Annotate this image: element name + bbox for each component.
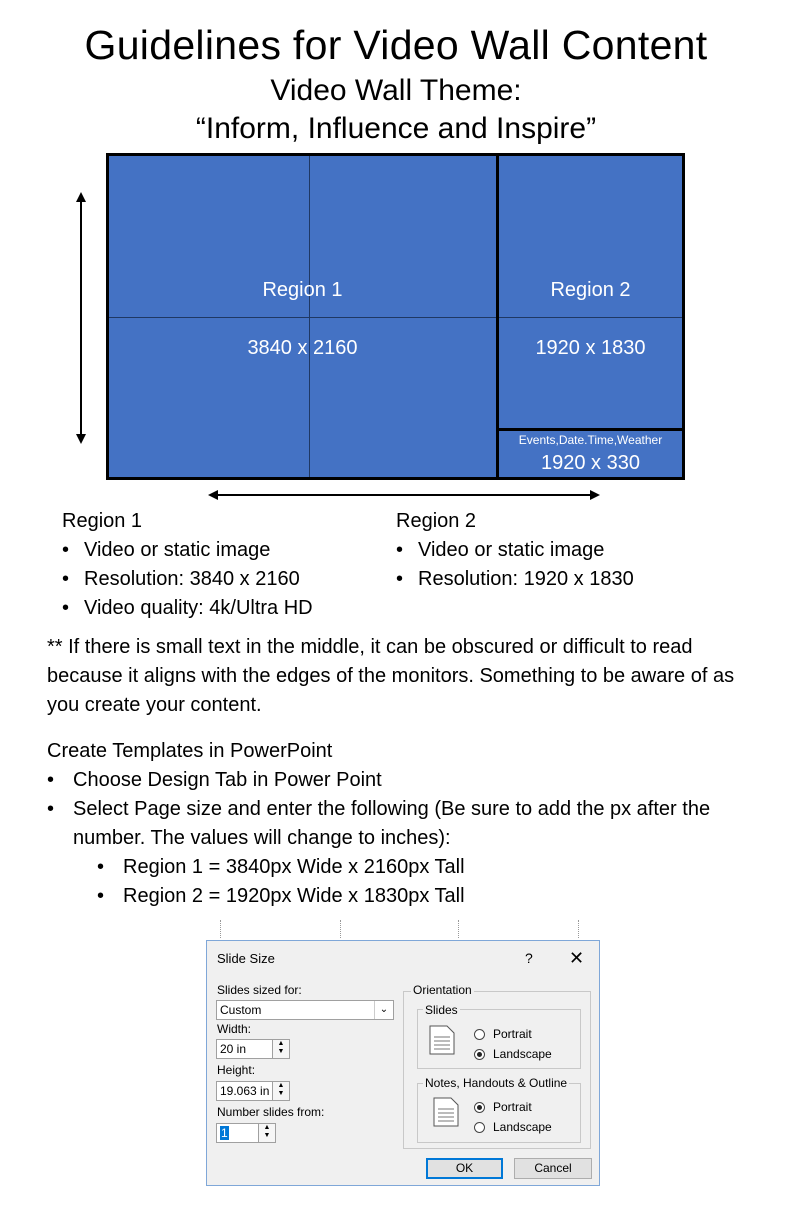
region-2-block (499, 156, 682, 428)
height-spinner[interactable]: ▲ ▼ (272, 1082, 289, 1100)
notes-group-label: Notes, Handouts & Outline (425, 1076, 568, 1090)
help-button[interactable]: ? (525, 950, 533, 966)
region-2-resolution: 1920 x 1830 (535, 337, 646, 359)
number-slides-value: 1 (221, 1126, 228, 1140)
region-1-item: • Resolution: 3840 x 2160 (62, 565, 382, 594)
template-instructions (47, 737, 767, 911)
portrait-page-icon (433, 1097, 459, 1127)
notes-portrait-radio[interactable] (474, 1102, 485, 1113)
region-1-size: • Region 1 = 3840px Wide x 2160px Tall (47, 853, 767, 882)
page-title: Guidelines for Video Wall Content (84, 22, 708, 68)
region-3-block (499, 431, 682, 477)
region-1-resolution: 3840 x 2160 (247, 337, 358, 359)
video-wall-diagram (106, 153, 685, 480)
instructions-heading: Create Templates in PowerPoint (47, 740, 333, 762)
ok-button[interactable]: OK (426, 1158, 503, 1179)
theme-line-2: “Inform, Influence and Inspire” (195, 112, 597, 145)
notes-portrait-label: Portrait (493, 1100, 532, 1114)
region-1-block (109, 156, 496, 477)
width-input[interactable] (216, 1039, 290, 1059)
small-text-note: ** If there is small text in the middle, it can be obscured or difficult to read because it aligns with the edges of the monitors. Something to be aware of as you create your content. (47, 636, 735, 716)
region-1-info (62, 507, 382, 623)
region-1-item: • Video or static image (62, 536, 382, 565)
region-2-info (396, 507, 716, 594)
notes-landscape-radio[interactable] (474, 1122, 485, 1133)
number-slides-label: Number slides from: (217, 1105, 325, 1119)
slides-group-label: Slides (425, 1003, 458, 1017)
slides-portrait-radio[interactable] (474, 1029, 485, 1040)
cancel-button[interactable]: Cancel (514, 1158, 592, 1179)
step-design-tab: • Choose Design Tab in Power Point (47, 766, 767, 795)
landscape-page-icon (429, 1025, 455, 1055)
region-2-heading: Region 2 (396, 510, 477, 532)
dialog-title: Slide Size (217, 951, 275, 966)
height-input[interactable] (216, 1081, 290, 1101)
region-2-size: • Region 2 = 1920px Wide x 1830px Tall (47, 882, 767, 911)
slide-size-dialog (206, 940, 600, 1186)
height-arrow (72, 192, 90, 444)
sized-for-value: Custom (220, 1003, 262, 1017)
region-2-label: Region 2 (550, 279, 631, 301)
width-label: Width: (217, 1022, 252, 1036)
width-arrow (208, 486, 600, 504)
width-value: 20 in (220, 1042, 247, 1056)
number-slides-input[interactable] (216, 1123, 276, 1143)
height-label: Height: (217, 1063, 256, 1077)
height-value: 19.063 in (220, 1084, 270, 1098)
slides-portrait-label: Portrait (493, 1027, 532, 1041)
chevron-down-icon: ⌄ (374, 1001, 393, 1019)
region-1-item: • Video quality: 4k/Ultra HD (62, 594, 382, 623)
width-spinner[interactable]: ▲ ▼ (272, 1040, 289, 1058)
region-2-item: • Video or static image (396, 536, 716, 565)
slides-landscape-radio[interactable] (474, 1049, 485, 1060)
close-icon[interactable]: ✕ (569, 948, 585, 968)
sized-for-select[interactable] (216, 1000, 394, 1020)
sized-for-label: Slides sized for: (217, 983, 302, 997)
number-spinner[interactable]: ▲ ▼ (258, 1124, 275, 1142)
region-3-label: Events,Date.Time,Weather (518, 433, 663, 447)
theme-line-1: Video Wall Theme: (270, 74, 522, 107)
orientation-label: Orientation (413, 983, 472, 997)
step-page-size: • Select Page size and enter the following (Be sure to add the px after the number. The values will change to inches): (47, 795, 767, 853)
region-2-item: • Resolution: 1920 x 1830 (396, 565, 716, 594)
slides-landscape-label: Landscape (493, 1047, 552, 1061)
region-1-heading: Region 1 (62, 510, 143, 532)
region-3-resolution: 1920 x 330 (541, 452, 640, 474)
region-1-label: Region 1 (262, 279, 343, 301)
notes-landscape-label: Landscape (493, 1120, 552, 1134)
